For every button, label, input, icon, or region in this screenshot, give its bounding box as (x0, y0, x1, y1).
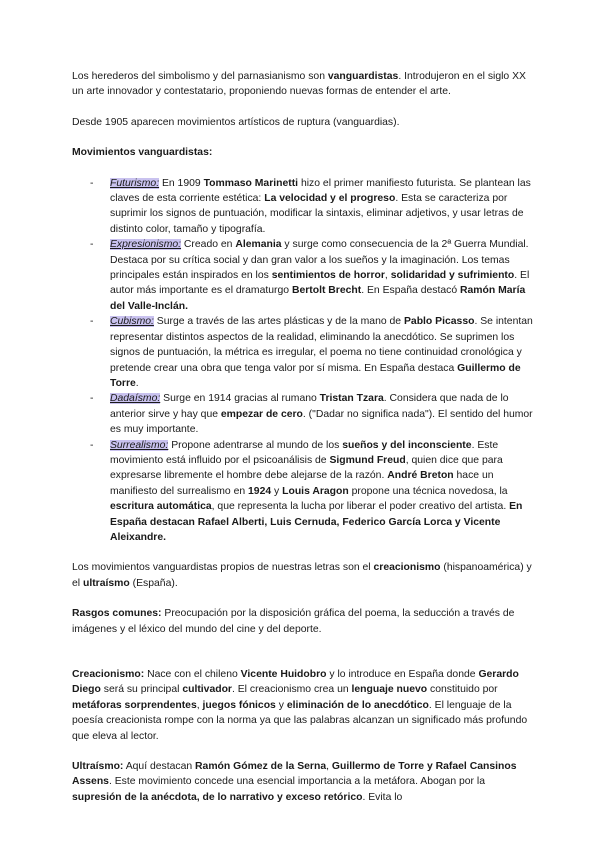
native-movements-paragraph: Los movimientos vanguardistas propios de nuestras letras son el creacionismo (hispanoamérica) y el ultraísmo (España). (72, 562, 532, 589)
movement-name: Surrealismo: (110, 439, 169, 451)
movement-name: Futurismo: (110, 177, 160, 189)
creacionismo-paragraph: Creacionismo: Nace con el chileno Vicente Huidobro y lo introduce en España donde Gerardo Diego será su principal cultivador. El creacionismo crea un lenguaje nuevo constituido por metáforas sorprendentes, juegos fónicos y eliminación de lo anecdótico. El lenguaje de la poesía creacionista rompe con la norma ya que las palabras alcanzan un significado más profundo que eleva al lector. (72, 669, 528, 742)
list-item-futurismo: - Futurismo: En 1909 Tommaso Marinetti hizo el primer manifiesto futurista. Se plantean las claves de esta corriente estética: La velocidad y el progreso. Esta se caracteriza por suprimir los signos de puntuación, modificar la sintaxis, eliminar adjetivos, y usar letras de distinto color, tamaño y tipografía. (90, 177, 531, 235)
list-item-surrealismo: - Surrealismo: Propone adentrarse al mundo de los sueños y del inconsciente. Este movimiento está influido por el psicoanálisis de Sigmund Freud, quien dice que para expresarse libremente el hombre debe alejarse de la razón. André Breton hace un manifiesto del surrealismo en 1924 y Louis Aragon propone una técnica novedosa, la escritura automática, que representa la lucha por liberar el poder creativo del artista. En España destacan Rafael Alberti, Luis Cernuda, Federico García Lorca y Vicente Aleixandre. (90, 439, 523, 543)
intro-paragraph-1: Los herederos del simbolismo y del parnasianismo son vanguardistas. Introdujeron en el siglo XX un arte innovador y contestatario, proponiendo nuevas formas de entender el arte. (72, 71, 526, 98)
ultraismo-paragraph: Ultraísmo: Aquí destacan Ramón Gómez de la Serna, Guillermo de Torre y Rafael Cansinos Assens. Este movimiento concede una esencial importancia a la metáfora. Abogan por la supresión de la anécdota, de lo narrativo y exceso retórico. Evita lo (72, 761, 517, 803)
rasgos-paragraph: Rasgos comunes: Preocupación por la disposición gráfica del poema, la seducción a través de imágenes y el léxico del mundo del cine y del deporte. (72, 608, 515, 635)
movement-name: Expresionismo: (110, 239, 182, 251)
movement-name: Dadaísmo: (110, 393, 161, 405)
list-item-dadaismo: - Dadaísmo: Surge en 1914 gracias al rumano Tristan Tzara. Considera que nada de lo anterior sirve y hay que empezar de cero. ("Dadar no significa nada"). El sentido del humor es muy importante. (90, 393, 533, 436)
list-item-cubismo: - Cubismo: Surge a través de las artes plásticas y de la mano de Pablo Picasso. Se intentan representar distintos aspectos de la realidad, eliminando la anecdótico. Se suprimen los signos de puntuación, la métrica es irregular, el poema no tiene continuidad cronológica y pretende crear una obra que tenga valor por sí misma. En España destaca Guillermo de Torre. (90, 316, 533, 389)
movement-name: Cubismo: (110, 316, 154, 328)
section-heading: Movimientos vanguardistas: (72, 147, 213, 159)
document-body (72, 69, 534, 805)
movements-list (72, 176, 534, 546)
intro-paragraph-2: Desde 1905 aparecen movimientos artísticos de ruptura (vanguardias). (72, 116, 400, 128)
list-item-expresionismo: - Expresionismo: Creado en Alemania y surge como consecuencia de la 2ª Guerra Mundial. Destaca por su crítica social y dan gran valor a los sueños y la imaginación. Los temas principales están inspirados en los sentimientos de horror, solidaridad y sufrimiento. El autor más importante es el dramaturgo Bertolt Brecht. En España destacó Ramón María del Valle-Inclán. (90, 239, 530, 312)
